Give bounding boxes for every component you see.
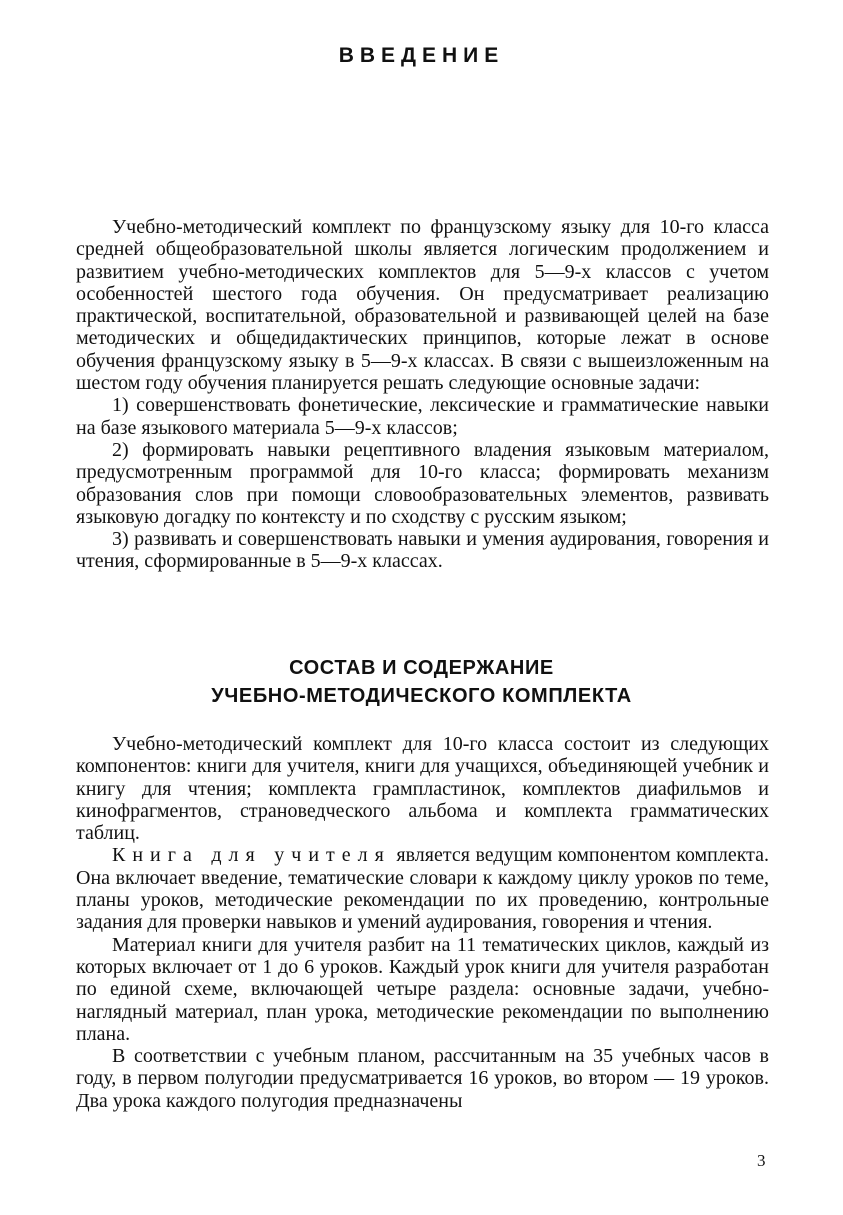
intro-paragraph: Учебно-методический комплект по французскому языку для 10-го класса средней общеобразовательной школы является логическим продолжением и развитием учебно-методических комплектов для 5—9-х классов с учетом особенностей шестого года обучения. Он предусматривает реализацию практической, воспитательной, образовательной и развивающей целей на базе методических и общедидактических принципов, которые лежат в основе обучения французскому языку в 5—9-х классах. В связи с вышеизложенным на шестом году обучения планируется решать следующие основные задачи: — [76, 216, 769, 395]
section-heading — [0, 654, 843, 710]
composition-paragraph-2-rest: является ведущим компонентом комплекта. Она включает введение, тематические словари к каждому циклу уроков по теме, планы уроков, методические рекомендации по их проведению, контрольные задания для проверки навыков и умений аудирования, говорения и чтения. — [76, 844, 770, 934]
intro-text — [76, 216, 769, 573]
chapter-title: ВВЕДЕНИЕ — [338, 44, 505, 67]
section-heading-line-2: УЧЕБНО-МЕТОДИЧЕСКОГО КОМПЛЕКТА — [211, 685, 632, 707]
task-item-2: 2) формировать навыки рецептивного владения языковым материалом, предусмотренным программой для 10-го класса; формировать механизм образования слов при помощи словообразовательных элементов, развивать языковую догадку по контексту и по сходству с русским языком; — [76, 438, 769, 528]
section-heading-line-1: СОСТАВ И СОДЕРЖАНИЕ — [289, 657, 554, 679]
task-item-1: 1) совершенствовать фонетические, лексические и грамматические навыки на базе языкового материала 5—9-х классов; — [76, 394, 769, 439]
composition-paragraph-3: Материал книги для учителя разбит на 11 тематических циклов, каждый из которых включает от 1 до 6 уроков. Каждый урок книги для учителя разработан по единой схеме, включающей четыре раздела: основные задачи, учебно-наглядный материал, план урока, методические рекомендации по выполнению плана. — [76, 933, 769, 1045]
composition-paragraph-1: Учебно-методический комплект для 10-го класса состоит из следующих компонентов: книги для учителя, книги для учащихся, объединяющей учебник и книгу для чтения; комплекта грампластинок, комплектов диафильмов и кинофрагментов, страноведческого альбома и комплекта грамматических таблиц. — [76, 733, 769, 845]
page-number: 3 — [757, 1151, 766, 1170]
composition-text — [76, 733, 769, 1112]
task-item-3: 3) развивать и совершенствовать навыки и умения аудирования, говорения и чтения, сформированные в 5—9-х классах. — [76, 528, 769, 573]
composition-paragraph-2 — [76, 844, 769, 933]
composition-paragraph-4: В соответствии с учебным планом, рассчитанным на 35 учебных часов в году, в первом полугодии предусматривается 16 уроков, во втором — 19 уроков. Два урока каждого полугодия предназначены — [76, 1045, 769, 1112]
teacher-book-term: Книга для учителя — [112, 844, 391, 867]
